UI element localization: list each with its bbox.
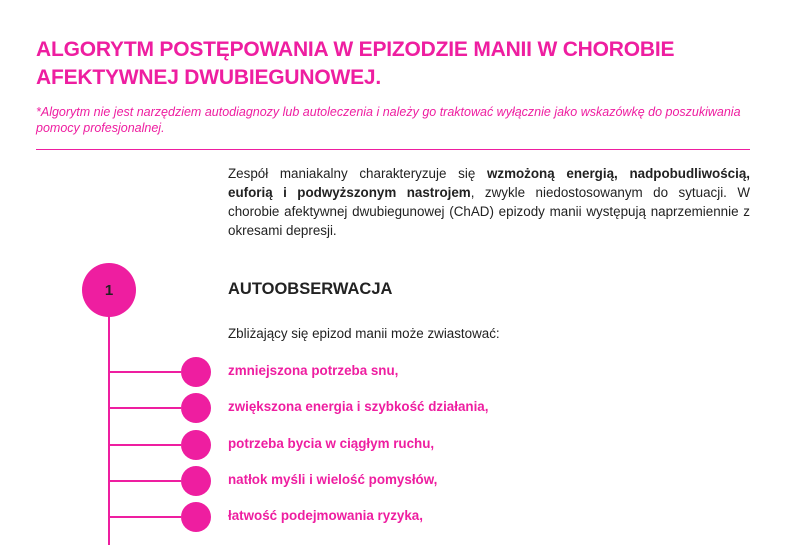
step-title: AUTOOBSERWACJA: [228, 280, 393, 298]
bullet-dot-icon: [181, 430, 211, 460]
symptom-item: [109, 393, 769, 423]
symptom-label: zwiększona energia i szybkość działania,: [228, 399, 489, 414]
symptom-label: zmniejszona potrzeba snu,: [228, 363, 399, 378]
timeline-branch: [109, 516, 181, 518]
intro-text-end: , zwykle niedostosowanym do sytuacji. W chorobie afektywnej dwubiegunowej (ChAD) epizody manii występują naprzemiennie z okresami depresji.: [228, 185, 750, 238]
bullet-dot-icon: [181, 502, 211, 532]
timeline-branch: [109, 371, 181, 373]
symptom-item: [109, 466, 769, 496]
intro-text-start: Zespół maniakalny charakteryzuje się: [228, 166, 487, 181]
bullet-dot-icon: [181, 466, 211, 496]
symptom-label: natłok myśli i wielość pomysłów,: [228, 472, 438, 487]
symptom-item: [109, 502, 769, 532]
bullet-dot-icon: [181, 393, 211, 423]
disclaimer-note: *Algorytm nie jest narzędziem autodiagnozy lub autoleczenia i należy go traktować wyłącznie jako wskazówkę do poszukiwania pomocy profesjonalnej.: [36, 105, 741, 135]
intro-highlight: wzmożoną energią, nadpobudliwością, euforią i podwyższonym nastrojem: [228, 166, 750, 200]
step-lead-text: Zbliżający się epizod manii może zwiastować:: [228, 326, 500, 341]
page-title: ALGORYTM POSTĘPOWANIA W EPIZODZIE MANII W CHOROBIE AFEKTYWNEJ DWUBIEGUNOWEJ.: [36, 38, 675, 89]
symptom-item: [109, 430, 769, 460]
timeline-branch: [109, 407, 181, 409]
timeline-branch: [109, 480, 181, 482]
symptom-label: potrzeba bycia w ciągłym ruchu,: [228, 436, 435, 451]
header-divider: [36, 149, 750, 150]
step-number-badge: 1: [82, 263, 136, 317]
symptom-label: łatwość podejmowania ryzyka,: [228, 508, 423, 523]
timeline-branch: [109, 444, 181, 446]
symptom-item: [109, 357, 769, 387]
bullet-dot-icon: [181, 357, 211, 387]
intro-paragraph: [228, 164, 750, 240]
